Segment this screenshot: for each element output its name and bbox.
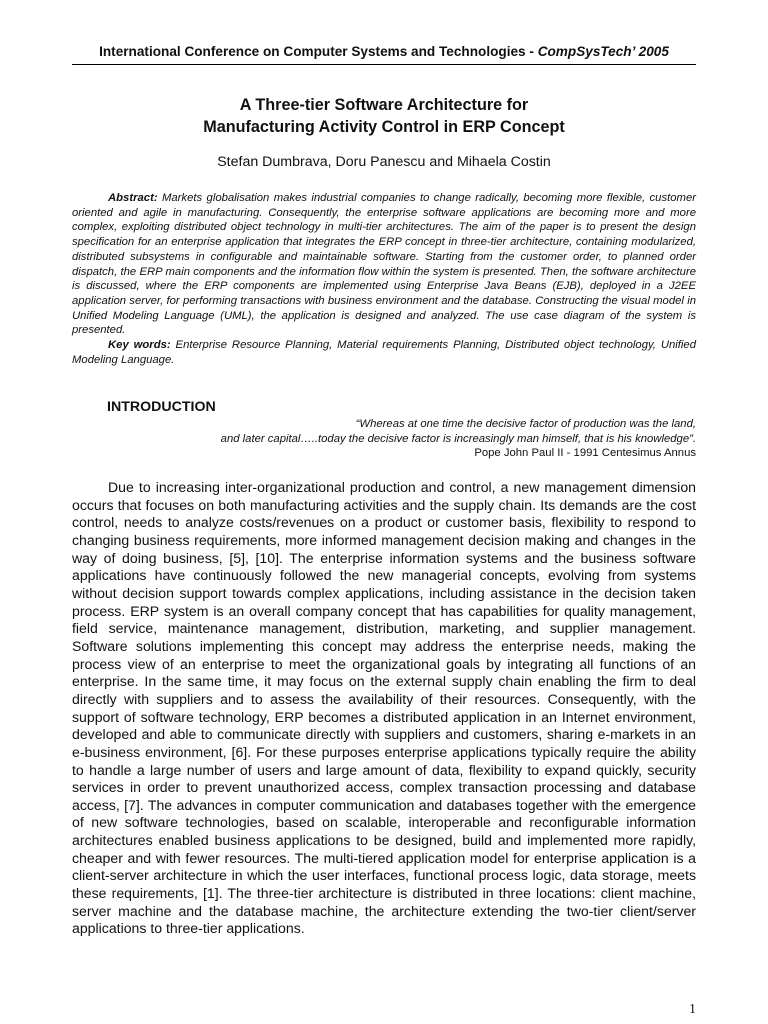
abstract-block	[72, 191, 696, 367]
introduction-paragraph: Due to increasing inter-organizational production and control, a new management dimension occurs that focuses on both manufacturing activities and the supply chain. Its demands are the cost control, needs to analyze costs/revenues on a product or customer basis, flexibility to respond to changing business requirements, more informed management decision making and changes in the way of doing business, [5], [10]. The enterprise information systems and the business software applications have continuously followed the new managerial concepts, evolving from systems without decision support towards complex applications, including assistance in the decision taken process. ERP system is an overall company concept that has capabilities for quality management, field service, maintenance management, distribution, marketing, and supplier management. Software solutions implementing this concept may address the enterprise needs, making the process view of an enterprise to meet the organizational goals by integrating all functions of an enterprise. In the same time, it may focus on the external supply chain enabling the firm to deal directly with suppliers and to assess the availability of their resources. Consequently, with the support of software technology, ERP becomes a distributed application in an Internet environment, developed and able to communicate directly with suppliers and customers, sharing e-markets in an e-business environment, [6]. For these purposes enterprise applications typically require the ability to handle a large number of users and large amount of data, flexibility to expand quickly, security services in order to prevent unauthorized access, complex transaction processing and database access, [7]. The advances in computer communication and databases together with the emergence of new software technologies, based on scalable, interoperable and reconfigurable information architectures enabled business applications to be designed, build and implemented more rapidly, cheaper and with fewer resources. The multi-tiered application model for enterprise application is a client-server architecture in which the user interfaces, functional process logic, data storage, meets these requirements, [1]. The three-tier architecture is distributed in three locations: client machine, server machine and the database machine, the architecture extending the two-tier client/server applications to three-tier applications.	[72, 479, 696, 937]
conference-header	[72, 44, 696, 59]
title-line-1: A Three-tier Software Architecture for	[239, 96, 529, 114]
quote-line-1: “Whereas at one time the decisive factor of production was the land,	[355, 418, 696, 430]
conference-name: International Conference on Computer Systems and Technologies -	[99, 44, 538, 59]
section-heading-introduction: INTRODUCTION	[107, 399, 216, 415]
conference-short-name: CompSysTech’ 2005	[537, 44, 669, 59]
abstract-paragraph	[72, 191, 696, 338]
introduction-body	[72, 479, 696, 938]
abstract-label: Abstract:	[108, 192, 158, 204]
header-rule	[72, 64, 696, 65]
keywords-text: Enterprise Resource Planning, Material requirements Planning, Distributed object technology, Unified Modeling Language.	[72, 339, 696, 366]
quote-source: Pope John Paul II - 1991 Centesimus Annus	[474, 447, 696, 459]
keywords-label: Key words:	[108, 339, 171, 352]
authors: Stefan Dumbrava, Doru Panescu and Mihaela Costin	[217, 154, 551, 170]
page-number: 1	[689, 1002, 696, 1017]
abstract-text: Markets globalisation makes industrial companies to change radically, becoming more flexible, customer oriented and agile in manufacturing. Consequently, the enterprise software applications are becoming more and more complex, exploiting distributed object technology in multi-tier architectures. The aim of the paper is to present the design specification for an enterprise application that integrates the ERP concept in three-tier architecture, containing modularized, distributed subsystems in configurable and maintainable software. Starting from the customer order, to planned order dispatch, the ERP main components and the information flow within the system is presented. Then, the software architecture is discussed, where the ERP components are implemented using Enterprise Java Beans (EJB), deployed in a J2EE application server, for performing transactions with business environment and the database. Constructing the visual model in Unified Modeling Language (UML), the application is designed and analyzed. The use case diagram of the system is presented.	[72, 192, 696, 337]
epigraph-quote	[100, 417, 696, 461]
quote-line-2: and later capital…..today the decisive factor is increasingly man himself, that is his knowledge”.	[220, 432, 696, 445]
keywords-paragraph	[72, 338, 696, 367]
title-line-2: Manufacturing Activity Control in ERP Concept	[203, 118, 565, 136]
paper-title	[72, 94, 696, 138]
